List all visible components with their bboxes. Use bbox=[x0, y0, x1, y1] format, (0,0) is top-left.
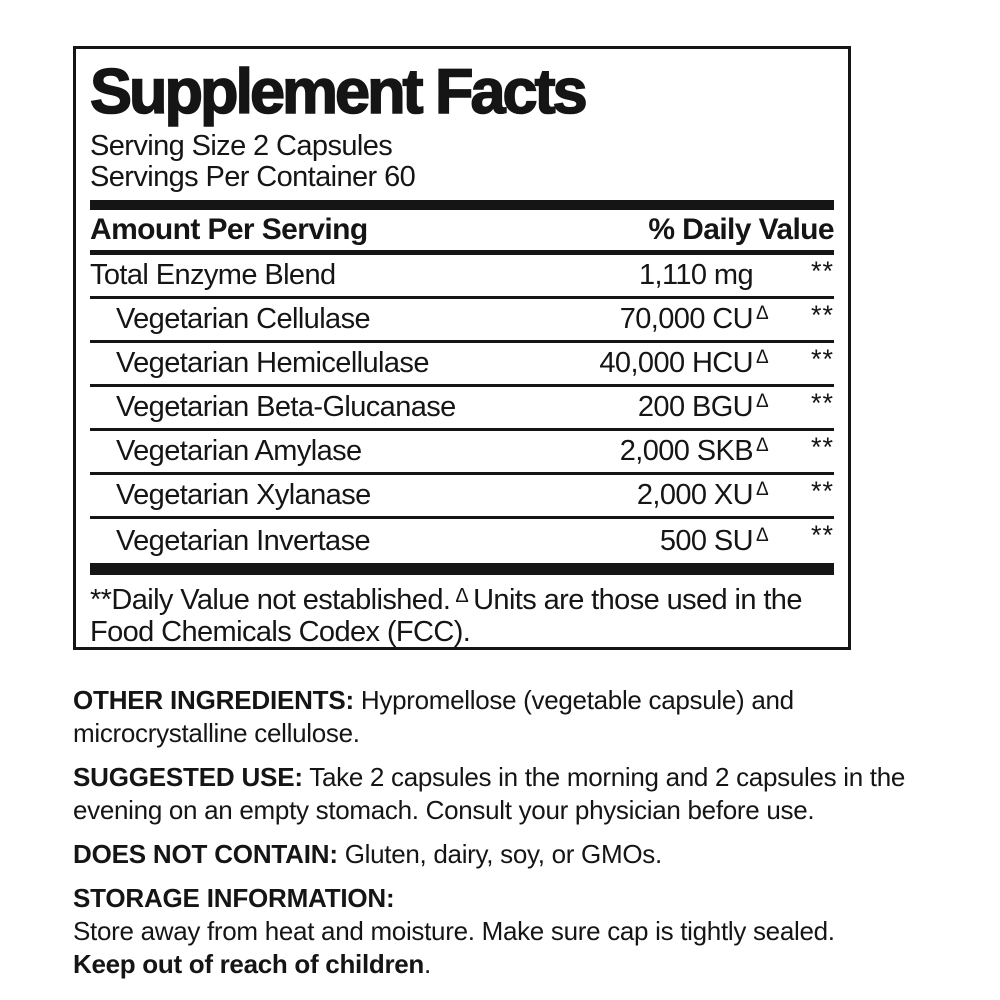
section-other-ingredients bbox=[73, 684, 935, 750]
amount-value: 2,000 XU bbox=[636, 479, 753, 511]
ingredient-amount bbox=[660, 525, 776, 558]
ingredient-name: Vegetarian Amylase bbox=[116, 435, 362, 467]
daily-value-asterisks: ** bbox=[810, 432, 834, 462]
storage-warning-line bbox=[73, 948, 935, 981]
section-suggested-use bbox=[73, 761, 935, 827]
daily-value-asterisks: ** bbox=[810, 344, 834, 374]
ingredient-amount bbox=[638, 391, 776, 424]
ingredient-name: Vegetarian Xylanase bbox=[116, 479, 371, 511]
footnote-delta-mark: Δ bbox=[455, 585, 469, 607]
footnote-prefix: **Daily Value not established. bbox=[90, 584, 451, 616]
storage-information-heading: STORAGE INFORMATION: bbox=[73, 883, 395, 913]
suggested-use-heading: SUGGESTED USE: bbox=[73, 762, 303, 792]
ingredient-amount bbox=[639, 259, 776, 292]
panel-title: Supplement Facts bbox=[90, 57, 585, 127]
table-row bbox=[90, 431, 834, 475]
other-ingredients-heading: OTHER INGREDIENTS: bbox=[73, 685, 354, 715]
amount-value: 40,000 HCU bbox=[599, 347, 753, 379]
table-row bbox=[90, 343, 834, 387]
footnote bbox=[90, 580, 834, 648]
table-row bbox=[90, 475, 834, 519]
storage-information-text: Store away from heat and moisture. Make sure cap is tightly sealed. bbox=[73, 916, 835, 946]
ingredient-table bbox=[90, 255, 834, 563]
supplement-facts-panel bbox=[73, 46, 851, 650]
ingredient-amount bbox=[637, 479, 776, 512]
serving-size: Serving Size 2 Capsules bbox=[90, 130, 393, 162]
serving-info bbox=[90, 131, 834, 193]
amount-value: 1,110 mg bbox=[639, 259, 753, 291]
servings-per-container: Servings Per Container 60 bbox=[90, 161, 416, 193]
thick-separator-top bbox=[90, 200, 834, 210]
lower-sections bbox=[73, 684, 935, 992]
ingredient-amount bbox=[620, 435, 776, 468]
other-ingredients-text: Hypromellose (vegetable capsule) and microcrystalline cellulose. bbox=[73, 685, 794, 748]
amount-value: 500 SU bbox=[659, 524, 753, 557]
footnote-suffix: Units are those used in the Food Chemicals Codex (FCC). bbox=[90, 584, 802, 648]
table-row bbox=[90, 387, 834, 431]
ingredient-name: Vegetarian Beta-Glucanase bbox=[116, 391, 456, 423]
ingredient-name: Vegetarian Invertase bbox=[116, 524, 371, 557]
daily-value-asterisks: ** bbox=[810, 520, 834, 550]
table-row bbox=[90, 519, 834, 563]
ingredient-amount bbox=[620, 303, 776, 336]
daily-value-asterisks: ** bbox=[810, 300, 834, 330]
amount-value: 200 BGU bbox=[637, 391, 753, 423]
section-storage-information bbox=[73, 882, 935, 981]
table-row bbox=[90, 299, 834, 343]
does-not-contain-text: Gluten, dairy, soy, or GMOs. bbox=[344, 839, 662, 869]
ingredient-name: Vegetarian Hemicellulase bbox=[116, 347, 429, 379]
ingredient-name: Vegetarian Cellulase bbox=[116, 303, 371, 335]
column-header-daily-value: % Daily Value bbox=[648, 213, 834, 246]
table-header bbox=[90, 210, 834, 255]
delta-mark: Δ bbox=[756, 391, 769, 412]
amount-value: 2,000 SKB bbox=[619, 435, 753, 467]
daily-value-asterisks: ** bbox=[810, 476, 834, 506]
daily-value-asterisks: ** bbox=[810, 388, 834, 418]
column-header-amount: Amount Per Serving bbox=[90, 213, 368, 246]
delta-mark: Δ bbox=[756, 479, 769, 500]
delta-mark: Δ bbox=[756, 524, 769, 546]
daily-value-asterisks: ** bbox=[810, 256, 834, 286]
ingredient-amount bbox=[599, 347, 776, 380]
suggested-use-text: Take 2 capsules in the morning and 2 capsules in the evening on an empty stomach. Consult your physician before use. bbox=[73, 762, 906, 825]
ingredient-name: Total Enzyme Blend bbox=[90, 259, 336, 291]
thick-separator-bottom bbox=[90, 563, 834, 575]
does-not-contain-heading: DOES NOT CONTAIN: bbox=[73, 839, 338, 869]
delta-mark: Δ bbox=[756, 303, 769, 324]
table-row bbox=[90, 255, 834, 299]
warning-period: . bbox=[424, 949, 431, 979]
section-does-not-contain bbox=[73, 838, 935, 871]
keep-out-of-reach-text: Keep out of reach of children bbox=[73, 949, 425, 979]
delta-mark: Δ bbox=[756, 347, 769, 368]
delta-mark: Δ bbox=[756, 435, 769, 456]
amount-value: 70,000 CU bbox=[619, 303, 753, 335]
